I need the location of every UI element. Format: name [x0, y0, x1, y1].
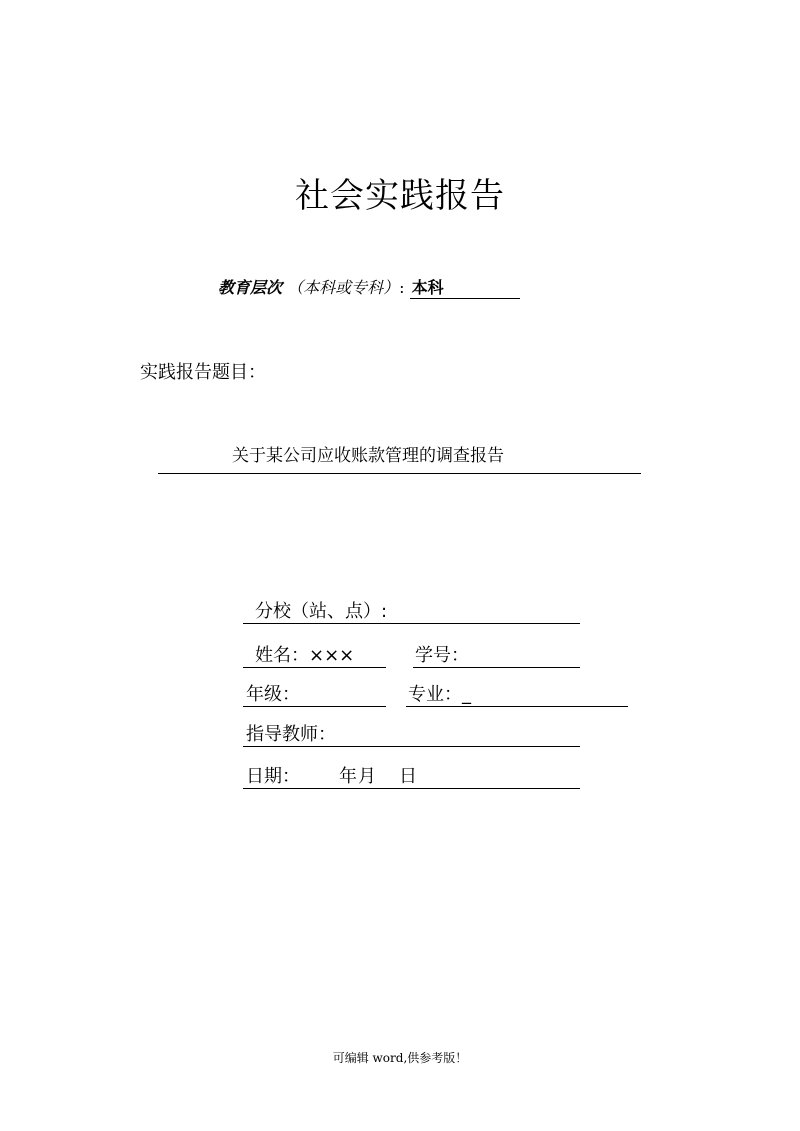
name-field [243, 641, 386, 668]
footer-note: 可编辑 word,供参考版！ [332, 1051, 468, 1065]
report-title: 社会实践报告 [295, 176, 505, 216]
advisor-label: 指导教师： [246, 724, 336, 745]
topic-label: 实践报告题目： [140, 362, 266, 383]
major-field [406, 680, 628, 707]
date-label: 日期： [246, 766, 300, 787]
date-field [243, 762, 580, 789]
topic-text: 关于某公司应收账款管理的调查报告 [232, 446, 504, 466]
student-id-field [413, 641, 580, 668]
education-level-colon: : [399, 278, 405, 297]
branch-label: 分校（站、点）: [255, 601, 388, 622]
education-level-row [218, 275, 520, 299]
grade-label: 年级： [246, 684, 300, 705]
major-label: 专业：_ [408, 684, 471, 705]
education-level-hint: （本科或专科） [287, 278, 400, 297]
education-level-label: 教育层次 [218, 278, 283, 297]
education-level-value: 本科 [410, 275, 520, 299]
name-label: 姓名：××× [255, 645, 355, 666]
date-day: 日 [399, 766, 417, 787]
branch-field [243, 597, 580, 624]
date-year: 年 [339, 766, 357, 787]
student-id-label: 学号： [415, 645, 469, 666]
grade-field [243, 680, 386, 707]
advisor-field [243, 720, 580, 747]
date-month: 月 [358, 766, 376, 787]
